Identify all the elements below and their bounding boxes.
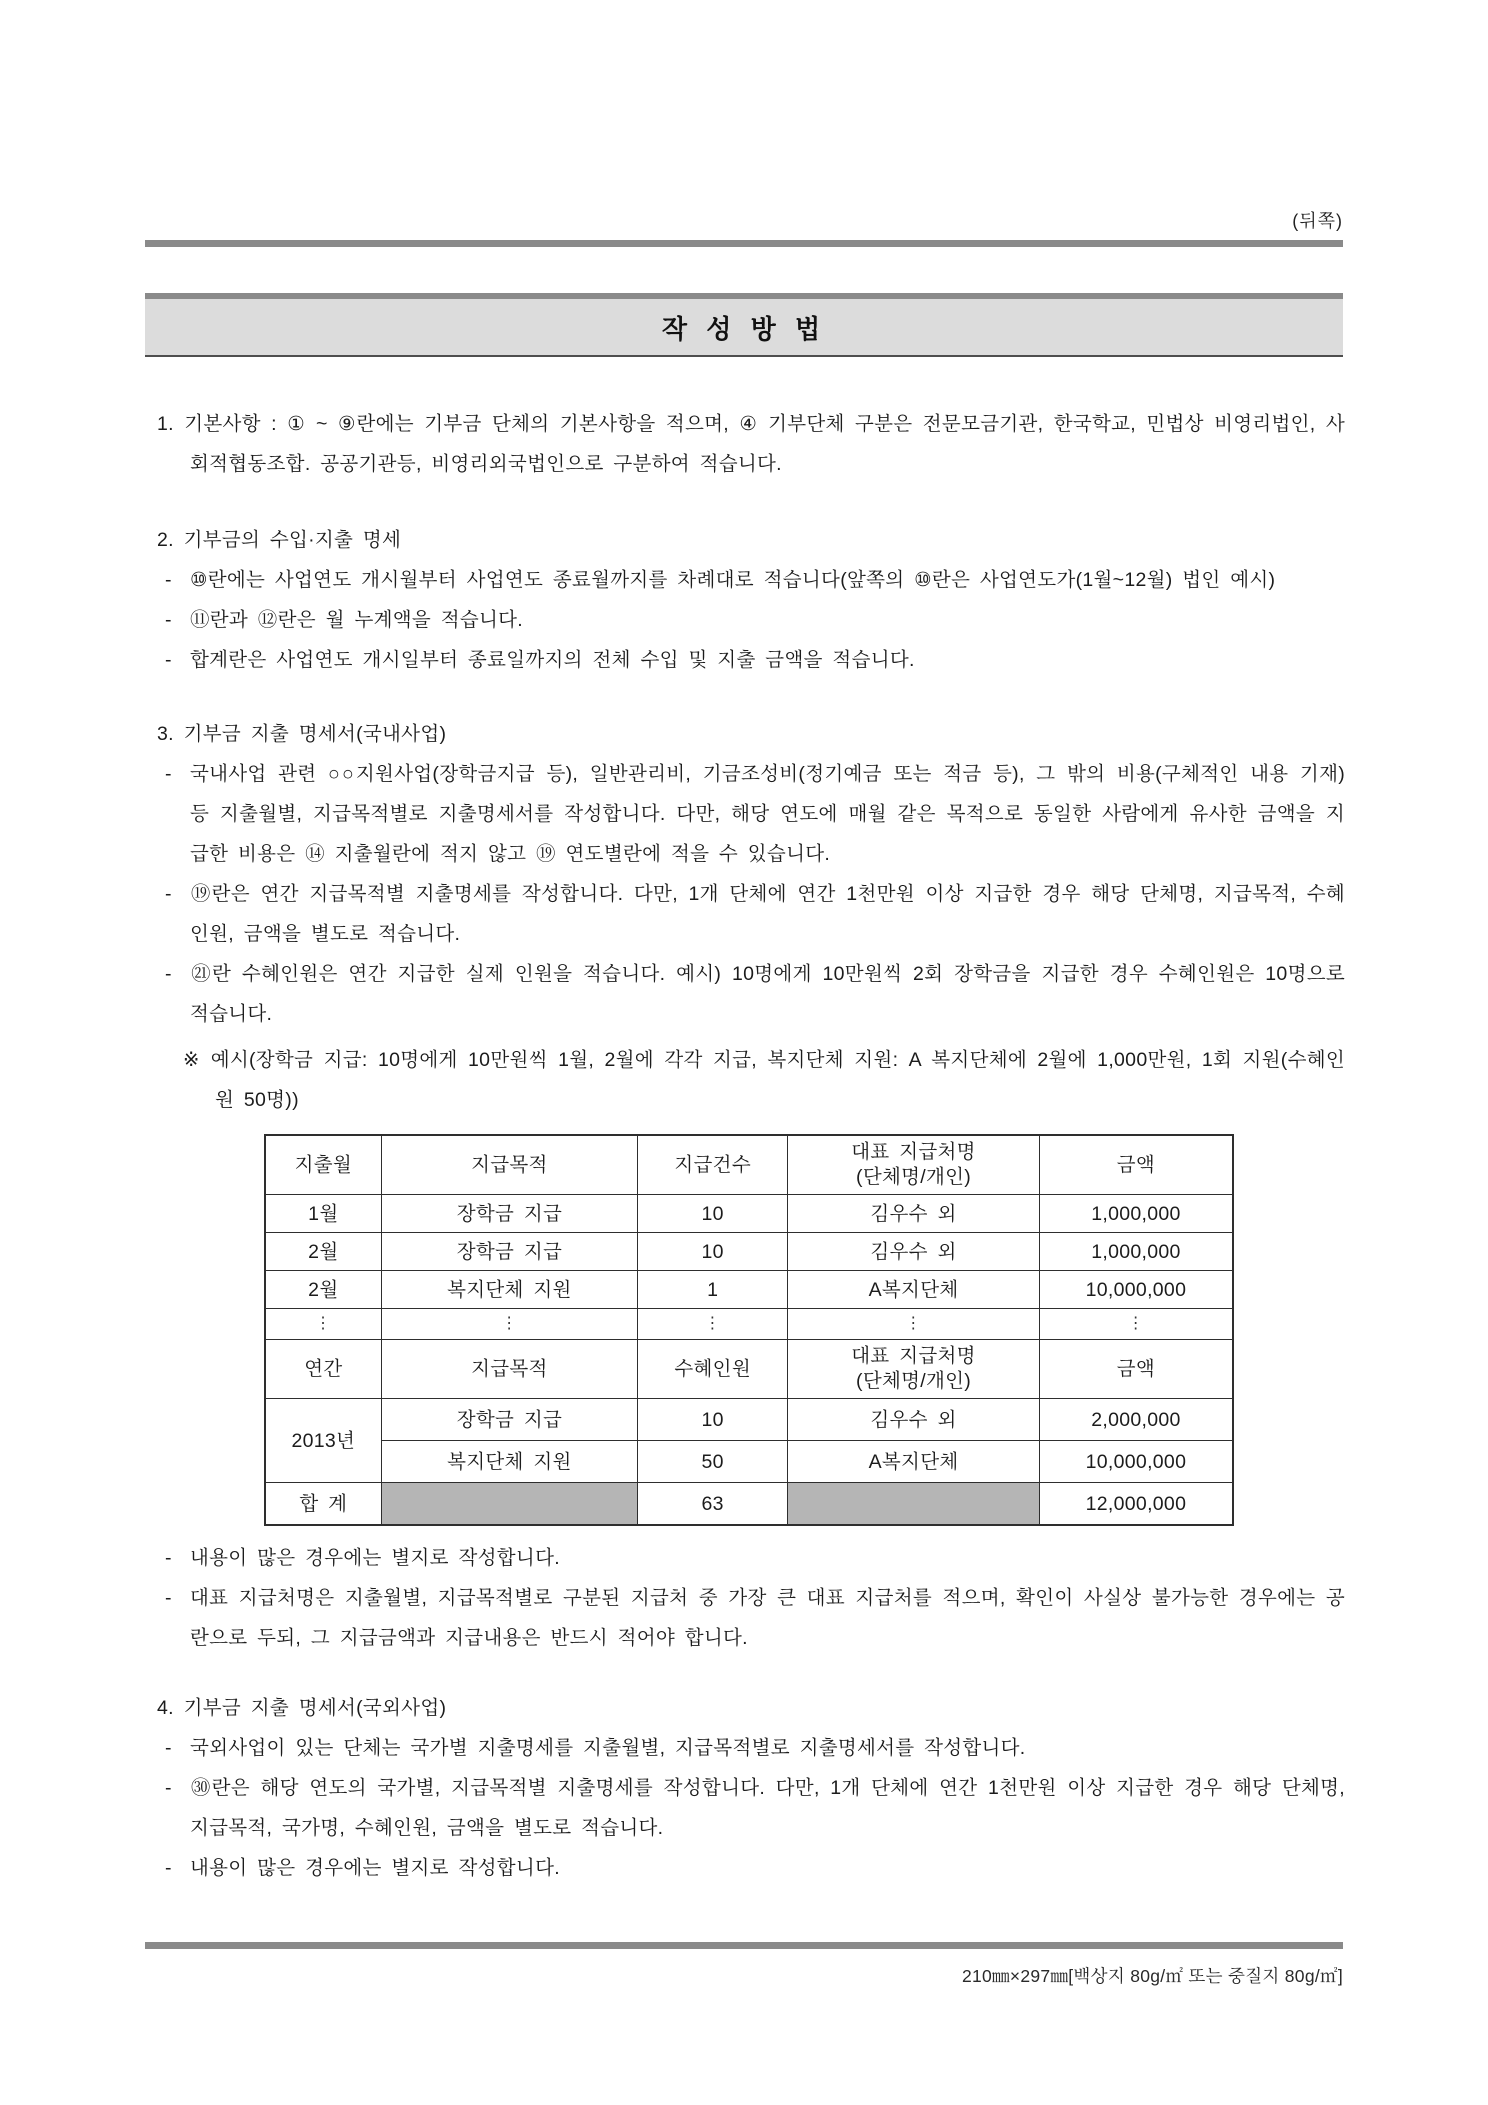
cell-payee: 김우수 외: [788, 1233, 1040, 1271]
section-3-bullet: - ⑲란은 연간 지급목적별 지출명세를 작성합니다. 다만, 1개 단체에 연간 1천만원 이상 지급한 경우 해당 단체명, 지급목적, 수혜인원, 금액을 별도로 적습니다.: [145, 874, 1345, 954]
section-foreign-expenditure: [145, 1688, 1345, 1888]
example-expenditure-table: [264, 1134, 1234, 1526]
section-1-paragraph: 1. 기본사항 : ① ~ ⑨란에는 기부금 단체의 기본사항을 적으며, ④ 기부단체 구분은 전문모금기관, 한국학교, 민법상 비영리법인, 사회적협동조합. 공공기관등, 비영리외국법인으로 구분하여 적습니다.: [157, 413, 1345, 475]
cell-gray-filler: [788, 1483, 1040, 1526]
cell-year: 2013년: [265, 1399, 381, 1483]
header-cell-amount: 금액: [1039, 1135, 1233, 1195]
section-4-bullet: - ㉚란은 해당 연도의 국가별, 지급목적별 지출명세를 작성합니다. 다만, 1개 단체에 연간 1천만원 이상 지급한 경우 해당 단체명, 지급목적, 국가명, 수혜인원, 금액을 별도로 적습니다.: [145, 1768, 1345, 1848]
section-3-heading: 3. 기부금 지출 명세서(국내사업): [157, 723, 447, 745]
ellipsis-cell: ⋮: [788, 1309, 1040, 1340]
table-row: [265, 1233, 1233, 1271]
section-3-post-bullet: - 내용이 많은 경우에는 별지로 작성합니다.: [145, 1538, 1345, 1578]
annual-header-row: [265, 1340, 1233, 1399]
header-cell-purpose: 지급목적: [381, 1340, 638, 1399]
header-payee-line2: (단체명/개인): [856, 1370, 972, 1392]
header-cell-annual: 연간: [265, 1340, 381, 1399]
header-payee-line2: (단체명/개인): [856, 1166, 972, 1188]
header-cell-beneficiaries: 수혜인원: [638, 1340, 788, 1399]
cell-total-label: 합 계: [265, 1483, 381, 1526]
header-cell-amount: 금액: [1039, 1340, 1233, 1399]
cell-month: 2월: [265, 1233, 381, 1271]
cell-purpose: 장학금 지급: [381, 1233, 638, 1271]
cell-month: 2월: [265, 1271, 381, 1309]
cell-amount: 1,000,000: [1039, 1233, 1233, 1271]
table-row: [265, 1441, 1233, 1483]
cell-purpose: 복지단체 지원: [381, 1271, 638, 1309]
table-row: [265, 1399, 1233, 1441]
ellipsis-row: [265, 1309, 1233, 1340]
cell-purpose: 장학금 지급: [381, 1399, 638, 1441]
header-cell-month: 지출월: [265, 1135, 381, 1195]
cell-count: 10: [638, 1195, 788, 1233]
cell-payee: A복지단체: [788, 1271, 1040, 1309]
total-row: [265, 1483, 1233, 1526]
cell-month: 1월: [265, 1195, 381, 1233]
back-side-label: (뒤쪽): [1292, 211, 1343, 231]
ellipsis-cell: ⋮: [638, 1309, 788, 1340]
section-4-bullet: - 국외사업이 있는 단체는 국가별 지출명세를 지출월별, 지급목적별로 지출명세서를 작성합니다.: [145, 1728, 1345, 1768]
table-row: [265, 1271, 1233, 1309]
cell-count: 10: [638, 1399, 788, 1441]
section-3-post-bullet: - 대표 지급처명은 지출월별, 지급목적별로 구분된 지급처 중 가장 큰 대표 지급처를 적으며, 확인이 사실상 불가능한 경우에는 공란으로 두되, 그 지급금액과 지급내용은 반드시 적어야 합니다.: [145, 1578, 1345, 1658]
section-2-bullet: - ⑪란과 ⑫란은 월 누계액을 적습니다.: [145, 600, 1345, 640]
ellipsis-cell: ⋮: [381, 1309, 638, 1340]
section-2-bullet: - 합계란은 사업연도 개시일부터 종료일까지의 전체 수입 및 지출 금액을 적습니다.: [145, 640, 1345, 680]
section-3-bullet: - ㉑란 수혜인원은 연간 지급한 실제 인원을 적습니다. 예시) 10명에게 10만원씩 2회 장학금을 지급한 경우 수혜인원은 10명으로 적습니다.: [145, 954, 1345, 1034]
table-row: [265, 1195, 1233, 1233]
cell-gray-filler: [381, 1483, 638, 1526]
cell-count: 1: [638, 1271, 788, 1309]
cell-payee: 김우수 외: [788, 1399, 1040, 1441]
instructions-body: [145, 390, 1345, 1888]
section-4-bullet: - 내용이 많은 경우에는 별지로 작성합니다.: [145, 1848, 1345, 1888]
top-divider-bar: [145, 240, 1343, 247]
header-cell-payee: [788, 1340, 1040, 1399]
cell-payee: A복지단체: [788, 1441, 1040, 1483]
title-banner: [145, 293, 1343, 357]
section-basic-info: [145, 404, 1345, 484]
header-cell-payee: [788, 1135, 1040, 1195]
header-cell-count: 지급건수: [638, 1135, 788, 1195]
cell-count: 50: [638, 1441, 788, 1483]
cell-purpose: 장학금 지급: [381, 1195, 638, 1233]
cell-amount: 10,000,000: [1039, 1441, 1233, 1483]
header-cell-purpose: 지급목적: [381, 1135, 638, 1195]
section-2-heading: 2. 기부금의 수입·지출 명세: [157, 529, 402, 551]
title-banner-body: [145, 299, 1343, 357]
paper-spec-footer: 210㎜×297㎜[백상지 80g/㎡ 또는 중질지 80g/㎡]: [961, 1966, 1343, 1986]
ellipsis-cell: ⋮: [265, 1309, 381, 1340]
ellipsis-cell: ⋮: [1039, 1309, 1233, 1340]
cell-payee: 김우수 외: [788, 1195, 1040, 1233]
section-4-heading: 4. 기부금 지출 명세서(국외사업): [157, 1697, 447, 1719]
cell-total-count: 63: [638, 1483, 788, 1526]
section-3-bullet: - 국내사업 관련 ○○지원사업(장학금지급 등), 일반관리비, 기금조성비(정기예금 또는 적금 등), 그 밖의 비용(구체적인 내용 기재) 등 지출월별, 지급목적별로 지출명세서를 작성합니다. 다만, 해당 연도에 매월 같은 목적으로 동일한 사람에게 유사한 금액을 지급한 비용은 ⑭ 지출월란에 적지 않고 ⑲ 연도별란에 적을 수 있습니다.: [145, 754, 1345, 874]
section-2-bullet: - ⑩란에는 사업연도 개시월부터 사업연도 종료월까지를 차례대로 적습니다(앞쪽의 ⑩란은 사업연도가(1월~12월) 법인 예시): [145, 560, 1345, 600]
page-title: 작 성 방 법: [661, 313, 827, 344]
cell-amount: 1,000,000: [1039, 1195, 1233, 1233]
header-payee-line1: 대표 지급처명: [851, 1345, 976, 1367]
section-income-expenditure: [145, 520, 1345, 680]
section-domestic-expenditure: [145, 714, 1345, 1658]
cell-amount: 10,000,000: [1039, 1271, 1233, 1309]
cell-purpose: 복지단체 지원: [381, 1441, 638, 1483]
example-note: ※ 예시(장학금 지급: 10명에게 10만원씩 1월, 2월에 각각 지급, 복지단체 지원: A 복지단체에 2월에 1,000만원, 1회 지원(수혜인원 50명)): [183, 1049, 1345, 1111]
bottom-divider-bar: [145, 1942, 1343, 1949]
cell-count: 10: [638, 1233, 788, 1271]
monthly-header-row: [265, 1135, 1233, 1195]
cell-total-amount: 12,000,000: [1039, 1483, 1233, 1526]
header-payee-line1: 대표 지급처명: [851, 1141, 976, 1163]
cell-amount: 2,000,000: [1039, 1399, 1233, 1441]
